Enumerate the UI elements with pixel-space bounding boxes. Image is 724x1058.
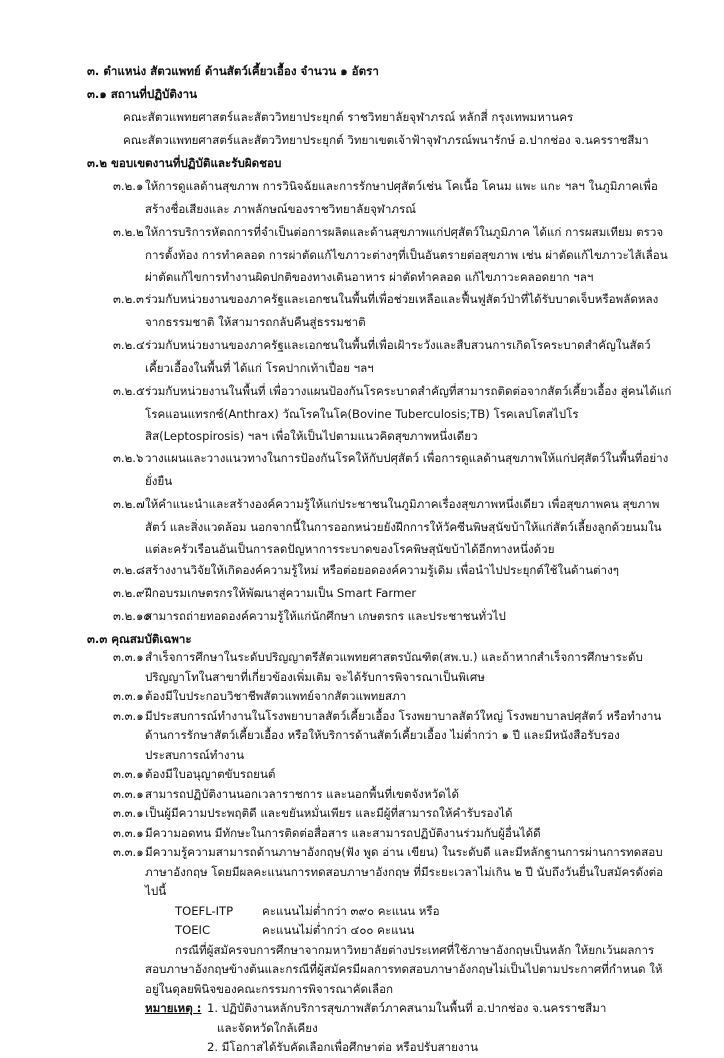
scope-item-number: ๓.๒.๒ bbox=[113, 225, 144, 239]
score-test-name: TOEFL-ITP bbox=[175, 903, 234, 918]
scope-item-number: ๓.๒.๓ bbox=[113, 292, 144, 306]
qualification-text: มีความรู้ความสามารถด้านภาษาอังกฤษ(ฟัง พูด อ่าน เขียน) ในระดับดี และมีหลักฐานการผ่านการทดสอบภาษาอังกฤษ โดยมีผลคะแนนการทดสอบภาษาอังกฤษ ที่มีระยะเวลาไม่เกิน ๒ ปี นับถึงวันยื่นใบสมัครดังต่อไปนี้ bbox=[145, 845, 664, 898]
workplace-line-2: คณะสัตวแพทยศาสตร์และสัตววิทยาประยุกต์ วิทยาเขตเจ้าฟ้าจุฬาภรณ์พนารักษ์ อ.ปากช่อง จ.นครราชสีมา bbox=[123, 133, 649, 147]
scope-item-text: วางแผนและวางแนวทางในการป้องกันโรคให้กับปศุสัตว์ เพื่อการดูแลด้านสุขภาพให้แก่ปศุสัตว์ในพื้นที่อย่างยั่งยืน bbox=[145, 451, 669, 488]
scope-item-number: ๓.๒.๙ bbox=[113, 586, 145, 600]
qualification-text: มีประสบการณ์ทำงานในโรงพยาบาลสัตว์เคี้ยวเอื้อง โรงพยาบาลสัตว์ใหญ่ โรงพยาบาลปศุสัตว์ หรือทำงานด้านการรักษาสัตว์เคี้ยวเอื้อง หรือให้บริการด้านสัตว์เคี้ยวเอื้อง ไม่ต่ำกว่า ๑ ปี และมีหนังสือรับรองประสบการณ์ทำงาน bbox=[145, 708, 662, 762]
scope-item-number: ๓.๒.๑๐ bbox=[113, 609, 151, 623]
qualification-text: มีความอดทน มีทักษะในการติดต่อสื่อสาร และสามารถปฏิบัติงานร่วมกับผู้อื่นได้ดี bbox=[145, 825, 541, 840]
score-test-name: TOEIC bbox=[175, 923, 211, 937]
section-scope-heading: ๓.๒ ขอบเขตงานที่ปฏิบัติและรับผิดชอบ bbox=[87, 156, 282, 170]
qualification-number: ๓.๓.๑ bbox=[113, 767, 144, 781]
note-label: หมายเหตุ : bbox=[145, 1001, 202, 1015]
scope-item-text: ให้คำแนะนำและสร้างองค์ความรู้ให้แก่ประชาชนในภูมิภาคเรื่องสุขภาพหนึ่งเดียว เพื่อสุขภาพคน สุขภาพสัตว์ และสิ่งแวดล้อม นอกจากนี้ในการออกหน่วยยังฝึกการให้วัคซีนพิษสุนัขบ้าให้แก่สัตว์เลี้ยงลูกด้วยนมในแต่ละครัวเรือนอันเป็นการลดปัญหาการระบาดของโรคพิษสุนัขบ้าได้อีกทางหนึ่งด้วย bbox=[145, 497, 662, 557]
scope-item-text: ร่วมกับหน่วยงานในพื้นที่ เพื่อวางแผนป้องกันโรคระบาดสำคัญที่สามารถติดต่อจากสัตว์เคี้ยวเอื้อง สู่คนได้แก่ โรคแอนแทรกซ์(Anthrax) วัณโรคในโค(Bovine Tuberculosis;TB) โรคเลปโตสไปโรสิส(Leptospirosis) ฯลฯ เพื่อให้เป็นไปตามแนวคิดสุขภาพหนึ่งเดียว bbox=[145, 384, 672, 444]
qualification-number: ๓.๓.๑ bbox=[113, 689, 144, 703]
scope-item-number: ๓.๒.๑ bbox=[113, 179, 144, 193]
score-requirement: คะแนนไม่ต่ำกว่า ๓๙๐ คะแนน หรือ bbox=[262, 903, 440, 918]
qualification-text: สำเร็จการศึกษาในระดับปริญญาตรีสัตวแพทยศาสตรบัณฑิต(สพ.บ.) และถ้าหากสำเร็จการศึกษาระดับปริญญาโทในสาขาที่เกี่ยวข้องเพิ่มเติม จะได้รับการพิจารณาเป็นพิเศษ bbox=[145, 650, 643, 684]
qualification-text: เป็นผู้มีความประพฤติดี และขยันหมั่นเพียร และมีผู้ที่สามารถให้คำรับรองได้ bbox=[145, 806, 513, 820]
note-item-1: 1. ปฏิบัติงานหลักบริการสุขภาพสัตว์ภาคสนามในพื้นที่ อ.ปากช่อง จ.นครราชสีมา bbox=[207, 1001, 607, 1015]
scope-item-number: ๓.๒.๕ bbox=[113, 384, 145, 398]
exception-paragraph: กรณีที่ผู้สมัครจบการศึกษาจากมหาวิทยาลัยต่างประเทศที่ใช้ภาษาอังกฤษเป็นหลัก ให้ยกเว้นผลการสอบภาษาอังกฤษข้างต้นและกรณีที่ผู้สมัครมีผลการทดสอบภาษาอังกฤษไม่เป็นไปตามประกาศที่กำหนด ให้อยู่ในดุลยพินิจของคณะกรรมการพิจารณาคัดเลือก bbox=[145, 942, 663, 996]
scope-item-number: ๓.๒.๖ bbox=[113, 451, 144, 465]
scope-item-number: ๓.๒.๗ bbox=[113, 497, 145, 511]
score-requirement: คะแนนไม่ต่ำกว่า ๔๐๐ คะแนน bbox=[262, 923, 415, 937]
qualification-text: ต้องมีใบประกอบวิชาชีพสัตวแพทย์จากสัตวแพทยสภา bbox=[145, 689, 407, 703]
scope-item-text: สามารถถ่ายทอดองค์ความรู้ให้แก่นักศึกษา เกษตรกร และประชาชนทั่วไป bbox=[145, 609, 506, 623]
scope-item-text: ให้การดูแลด้านสุขภาพ การวินิจฉัยและการรักษาปศุสัตว์เช่น โคเนื้อ โคนม แพะ แกะ ฯลฯ ในภูมิภาคเพื่อสร้างชื่อเสียงและ ภาพลักษณ์ของราชวิทยาลัยจุฬาภรณ์ bbox=[145, 179, 658, 216]
note-item-1-continued: และจัดหวัดใกล้เคียง bbox=[217, 1020, 318, 1035]
qualification-text: ต้องมีใบอนุญาตขับรถยนต์ bbox=[145, 767, 276, 781]
qualification-number: ๓.๓.๑ bbox=[113, 845, 144, 859]
scope-item-text: ร่วมกับหน่วยงานของภาครัฐและเอกชนในพื้นที่เพื่อเฝ้าระวังและสืบสวนการเกิดโรคระบาดสำคัญในสัตว์เคี้ยวเอื้องในพื้นที่ ได้แก่ โรคปากเท้าเปื่อย ฯลฯ bbox=[145, 338, 651, 375]
scope-item-text: ให้การบริการหัตถการที่จำเป็นต่อการผลิตและด้านสุขภาพแก่ปศุสัตว์ในภูมิภาค ได้แก่ การผสมเทียม ตรวจการตั้งท้อง การทำคลอด การผ่าตัดแก้ไขภาวะต่างๆที่เป็นอันตรายต่อสุขภาพ เช่น ผ่าตัดแก้ไขภาวะไส้เลื่อน ผ่าตัดแก้ไขการทำงานผิดปกติของทางเดินอาหาร ผ่าตัดทำคลอด แก้ไขภาวะคลอดยาก ฯลฯ bbox=[145, 225, 668, 285]
workplace-line-1: คณะสัตวแพทยศาสตร์และสัตววิทยาประยุกต์ ราชวิทยาลัยจุฬาภรณ์ หลักสี่ กรุงเทพมหานคร bbox=[123, 110, 574, 124]
scope-item-text: สร้างงานวิจัยให้เกิดองค์ความรู้ใหม่ หรือต่อยอดองค์ความรู้เดิม เพื่อนำไปประยุกต์ใช้ในด้านต่างๆ bbox=[145, 563, 619, 577]
qualification-number: ๓.๓.๑ bbox=[113, 650, 144, 664]
section-workplace-heading: ๓.๑ สถานที่ปฏิบัติงาน bbox=[87, 87, 198, 101]
scope-item-text: ฝึกอบรมเกษตรกรให้พัฒนาสู่ความเป็น Smart Farmer bbox=[145, 586, 417, 600]
section-qualifications-heading: ๓.๓ คุณสมบัติเฉพาะ bbox=[87, 632, 192, 646]
qualification-text: สามารถปฏิบัติงานนอกเวลาราชการ และนอกพื้นที่เขตจังหวัดได้ bbox=[145, 786, 459, 801]
scope-item-number: ๓.๒.๔ bbox=[113, 338, 145, 352]
note-item-2: 2. มีโอกาสได้รับคัดเลือกเพื่อศึกษาต่อ หรือปรับสายงาน bbox=[207, 1040, 478, 1054]
position-title: ๓. ตำแหน่ง สัตวแพทย์ ด้านสัตว์เคี้ยวเอื้อง จำนวน ๑ อัตรา bbox=[87, 64, 379, 78]
scope-item-number: ๓.๒.๘ bbox=[113, 563, 145, 577]
scope-item-text: ร่วมกับหน่วยงานของภาครัฐและเอกชนในพื้นที่เพื่อช่วยเหลือและฟื้นฟูสัตว์ป่าที่ได้รับบาดเจ็บหรือพลัดหลงจากธรรมชาติ ให้สามารถกลับคืนสู่ธรรมชาติ bbox=[145, 292, 659, 329]
qualification-number: ๓.๓.๑ bbox=[113, 806, 144, 820]
qualification-number: ๓.๓.๑ bbox=[113, 825, 144, 840]
qualification-number: ๓.๓.๑ bbox=[113, 708, 144, 723]
qualification-number: ๓.๓.๑ bbox=[113, 786, 144, 801]
